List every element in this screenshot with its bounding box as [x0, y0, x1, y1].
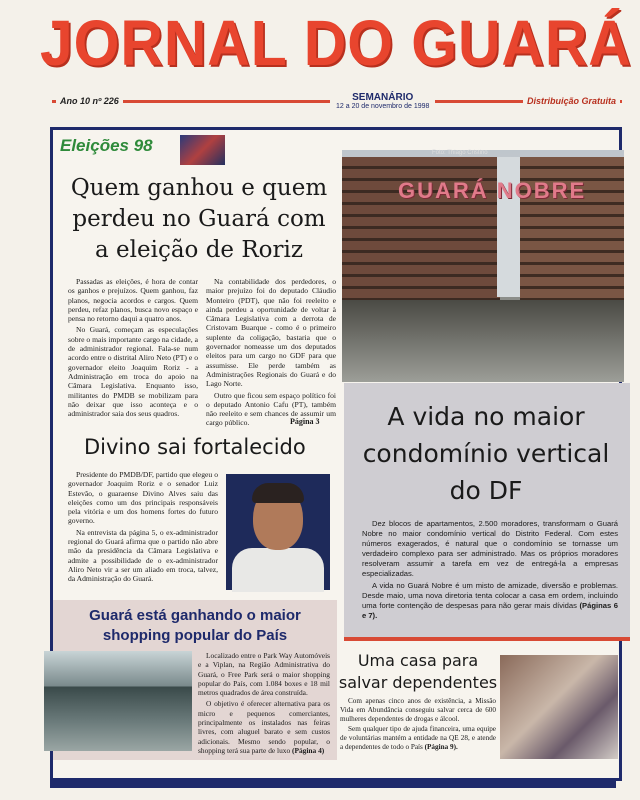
distribution-label: Distribuição Gratuita [523, 96, 620, 106]
frequency-block [330, 92, 435, 110]
divino-headline[interactable]: Divino sai fortalecido [84, 435, 306, 459]
photo-ground [342, 300, 624, 382]
issue-info-bar [52, 92, 622, 114]
issue-dates: 12 a 20 de novembro de 1998 [336, 103, 430, 110]
divino-paragraph: Presidente do PMDB/DF, partido que elegeu o governador Joaquim Roriz e o senador Luiz Estevão, o guaraense Divino Alves saiu das eleições como um dos principais responsáveis pela vitória e um dos homens fortes do futuro governo. [68, 470, 218, 526]
issue-number: Ano 10 nº 226 [56, 96, 123, 106]
vida-paragraph [362, 581, 618, 621]
elections-logo-image [180, 135, 225, 165]
casa-headline[interactable]: Uma casa para salvar dependentes [338, 651, 498, 692]
shopping-paragraph [198, 699, 330, 755]
casa-paragraph: Com apenas cinco anos de existência, a Missão Vida em Abundância conseguiu salvar cerca de 600 mulheres dependentes de drogas e álcool. [340, 697, 496, 723]
frame-bottom-bar [50, 778, 616, 788]
lead-paragraph: Passadas as eleições, é hora de contar os ganhos e prejuízos. Quem ganhou, faz planos, negocia acordos e cargos. Quem perdeu, refaz planos, busca novo espaço e pensa no retorno daqui a quatro anos. [68, 277, 198, 324]
lead-page-ref[interactable]: Página 3 [290, 417, 320, 426]
casa-photo [500, 655, 618, 759]
shopping-photo [44, 651, 192, 751]
newspaper-title: JORNAL DO GUARÁ [40, 7, 632, 79]
shopping-paragraph: Localizado entre o Park Way Automóveis e a Viplan, na Região Administrativa do Guará, o Free Park será o maior shopping popular do País, com 1.084 boxes e 18 mil metros quadrados de área construída. [198, 651, 330, 698]
divino-body [68, 470, 218, 586]
elections-logo: Eleições 98 [60, 136, 153, 155]
lead-paragraph: Na contabilidade dos perdedores, o maior prejuízo foi do deputado Cláudio Monteiro (PDT), que não foi reeleito e ainda perdeu a oportunidade de voltar à Câmara Legislativa com a derrota de Cristovam Buarque - como é o primeiro suplente da coligação, bastaria que o governador nomeasse um dos deputados eleitos para um cargo no GDF para que assumisse. Ele perde também as Administrações Regionais do Guará e do Lago Norte. [206, 277, 336, 389]
vida-paragraph-text: A vida no Guará Nobre é um misto de amizade, diversão e problemas. Desde maio, uma nova diretoria tenta colocar a casa em ordem, incluindo uma forte contenção de despesas para não gerar mais dívidas [362, 581, 618, 610]
portrait-hair [252, 483, 304, 503]
vida-body [362, 519, 618, 623]
lead-paragraph: No Guará, começam as especulações sobre o mais importante cargo na cidade, a de administrador regional. Fala-se num acordo entre o distrital Aliro Neto (PT) e o governador eleito Joaquim Roriz - a Administração em troca do apoio na Câmara Legislativa. Enquanto isso, militantes do PMDB se mobilizam para não deixar que isso aconteça e o administrador saia dos seus quadros. [68, 325, 198, 419]
casa-paragraph-text: Sem qualquer tipo de ajuda financeira, uma equipe de voluntárias mantém a entidade na QE 28, e atende a dependentes de todo o País [340, 724, 496, 751]
shopping-headline[interactable]: Guará está ganhando o maior shopping popular do País [89, 607, 301, 644]
vida-headline[interactable]: A vida no maior condomínio vertical do DF [362, 402, 610, 505]
lead-paragraph: Outro que ficou sem espaço político foi o deputado Antonio Cafu (PT), também não reeleito e sem chances de assumir um cargo público. [206, 390, 336, 428]
shopping-body [198, 651, 330, 757]
casa-paragraph [340, 725, 496, 752]
shopping-paragraph-text: O objetivo é oferecer alternativa para os micro e pequenos comerciantes, principalmente os instalados nas feiras livres, com aluguel barato e sem custos adicionais. Mesmo sendo popular, o shopping terá sua parte de luxo [198, 699, 330, 755]
casa-page-ref[interactable]: (Página 9). [424, 742, 458, 751]
divino-paragraph: Na entrevista da página 5, o ex-administrador regional do Guará afirma que o partido não abre mão da presidência da Câmara Legislativa e admite a possibilidade de o ex-administrador Aliro Neto vir a ser um aliado em troca, talvez, da Administração do Guará. [68, 527, 218, 584]
vida-bottom-rule [344, 637, 630, 641]
lead-column-1 [68, 277, 198, 420]
vida-page-ref[interactable]: (Páginas 6 e 7). [362, 601, 618, 620]
lead-headline[interactable]: Quem ganhou e quem perdeu no Guará com a eleição de Roriz [70, 175, 328, 263]
portrait-shirt [232, 548, 324, 592]
photo-overlay-title: GUARÁ NOBRE [398, 178, 587, 203]
photo-credit: Foto: Thiago Cristino [432, 150, 488, 156]
casa-body [340, 697, 496, 752]
frequency-label: SEMANÁRIO [352, 92, 414, 103]
shopping-page-ref[interactable]: (Página 4) [292, 745, 325, 755]
vida-paragraph: Dez blocos de apartamentos, 2.500 moradores, transformam o Guará Nobre no maior condomínio vertical do Distrito Federal. Com estes números exagerados, é natural que o condomínio se tornasse um verdadeiro complexo para ser administrado. Mas os próprios moradores resolveram assumir a tarefa em vez de entregá-la a empresas especializadas. [362, 519, 618, 578]
lead-column-2 [206, 277, 336, 430]
